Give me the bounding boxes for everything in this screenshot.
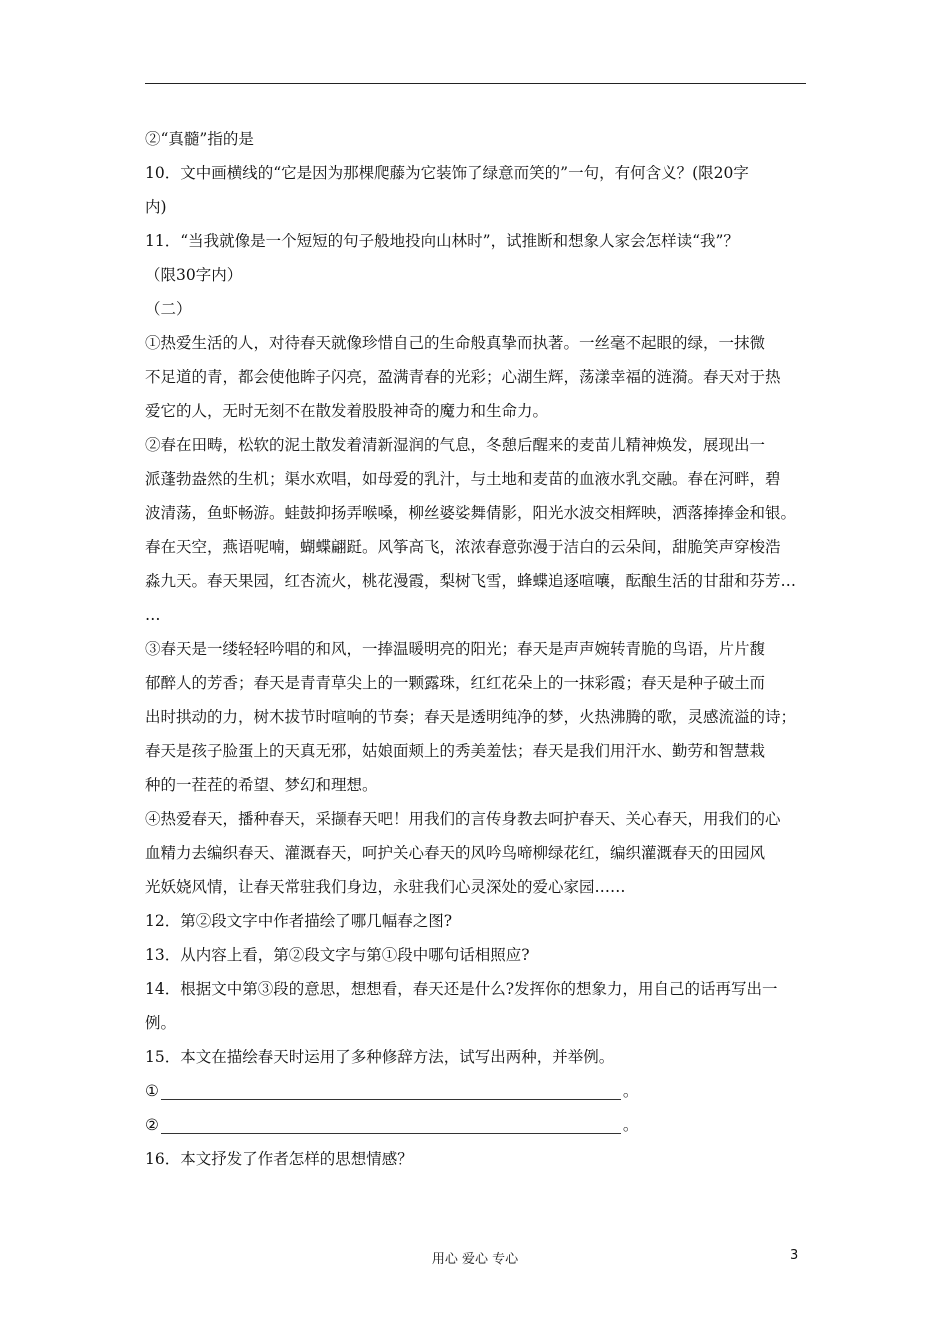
text-line: 春在天空，燕语呢喃，蝴蝶翩跹。风筝高飞，浓浓春意弥漫于洁白的云朵间，甜脆笑声穿梭浩 — [145, 538, 781, 556]
question-16: 16．本文抒发了作者怎样的思想情感？ — [145, 1150, 413, 1168]
footer-text: 用心 爱心 专心 — [431, 1252, 519, 1267]
text-line: 郁醉人的芳香；春天是青青草尖上的一颗露珠，红红花朵上的一抹彩霞；春天是种子破土而 — [145, 674, 766, 692]
answer-marker: ② — [145, 1116, 159, 1134]
document-body — [145, 122, 806, 1176]
text-line: ②春在田畴，松软的泥土散发着清新湿润的气息，冬憩后醒来的麦苗儿精神焕发，展现出一 — [145, 436, 766, 454]
text-line: 爱它的人，无时无刻不在散发着股股神奇的魔力和生命力。 — [145, 402, 549, 420]
answer-blank[interactable] — [161, 1115, 621, 1134]
header-rule — [145, 83, 806, 84]
question-12: 12．第②段文字中作者描绘了哪几幅春之图? — [145, 912, 453, 930]
question-13: 13．从内容上看，第②段文字与第①段中哪句话相照应? — [145, 946, 530, 964]
answer-line-1 — [145, 1074, 806, 1108]
text-line: 内) — [145, 198, 167, 216]
text-line: （限30字内） — [145, 266, 243, 284]
text-line: 光妖娆风情，让春天常驻我们身边，永驻我们心灵深处的爱心家园…… — [145, 878, 626, 896]
text-line: ④热爱春天，播种春天，采撷春天吧！用我们的言传身教去呵护春天、关心春天，用我们的心 — [145, 810, 781, 828]
answer-line-2 — [145, 1108, 806, 1142]
page-number: 3 — [790, 1248, 799, 1263]
text-line: 例。 — [145, 1014, 177, 1032]
section-heading: （二） — [145, 300, 192, 318]
text-line: 淼九天。春天果园，红杏流火，桃花漫霞，梨树飞雪，蜂蝶追逐喧嚷，酝酿生活的甘甜和芬芳… — [145, 572, 797, 590]
question-15: 15．本文在描绘春天时运用了多种修辞方法，试写出两种，并举例。 — [145, 1048, 615, 1066]
text-line: 种的一茬茬的希望、梦幻和理想。 — [145, 776, 378, 794]
answer-marker: ① — [145, 1082, 159, 1100]
text-line: ①热爱生活的人，对待春天就像珍惜自己的生命般真挚而执著。一丝毫不起眼的绿，一抹微 — [145, 334, 766, 352]
answer-blank[interactable] — [161, 1081, 621, 1100]
text-line: 血精力去编织春天、灌溉春天，呵护关心春天的风吟鸟啼柳绿花红，编织灌溉春天的田园风 — [145, 844, 766, 862]
text-line: ③春天是一缕轻轻吟唱的和风，一捧温暖明亮的阳光；春天是声声婉转青脆的鸟语，片片馥 — [145, 640, 766, 658]
text-line: 10．文中画横线的“它是因为那棵爬藤为它装饰了绿意而笑的”一句，有何含义？(限20字 — [145, 164, 749, 182]
answer-end: 。 — [622, 1082, 639, 1100]
text-line: 波清荡，鱼虾畅游。蛙鼓抑扬弄喉嗓，柳丝婆娑舞倩影，阳光水波交相辉映，洒落捧捧金和银。 — [145, 504, 797, 522]
text-line: ②“真髓”指的是 — [145, 130, 254, 148]
text-line: 春天是孩子脸蛋上的天真无邪，姑娘面颊上的秀美羞怯；春天是我们用汗水、勤劳和智慧栽 — [145, 742, 766, 760]
text-line: 11．“当我就像是一个短短的句子般地投向山林时”，试推断和想象人家会怎样读“我”？ — [145, 232, 739, 250]
text-line: 不足道的青，都会使他眸子闪亮，盈满青春的光彩；心湖生辉，荡漾幸福的涟漪。春天对于热 — [145, 368, 781, 386]
text-line: 派蓬勃盎然的生机；渠水欢唱，如母爱的乳汁，与土地和麦苗的血液水乳交融。春在河畔，碧 — [145, 470, 781, 488]
question-14: 14．根据文中第③段的意思，想想看，春天还是什么?发挥你的想象力，用自己的话再写出一 — [145, 980, 778, 998]
text-line: 出时拱动的力，树木拔节时喧响的节奏；春天是透明纯净的梦，火热沸腾的歌，灵感流溢的诗； — [145, 708, 797, 726]
answer-end: 。 — [622, 1116, 639, 1134]
text-line: … — [145, 606, 161, 624]
